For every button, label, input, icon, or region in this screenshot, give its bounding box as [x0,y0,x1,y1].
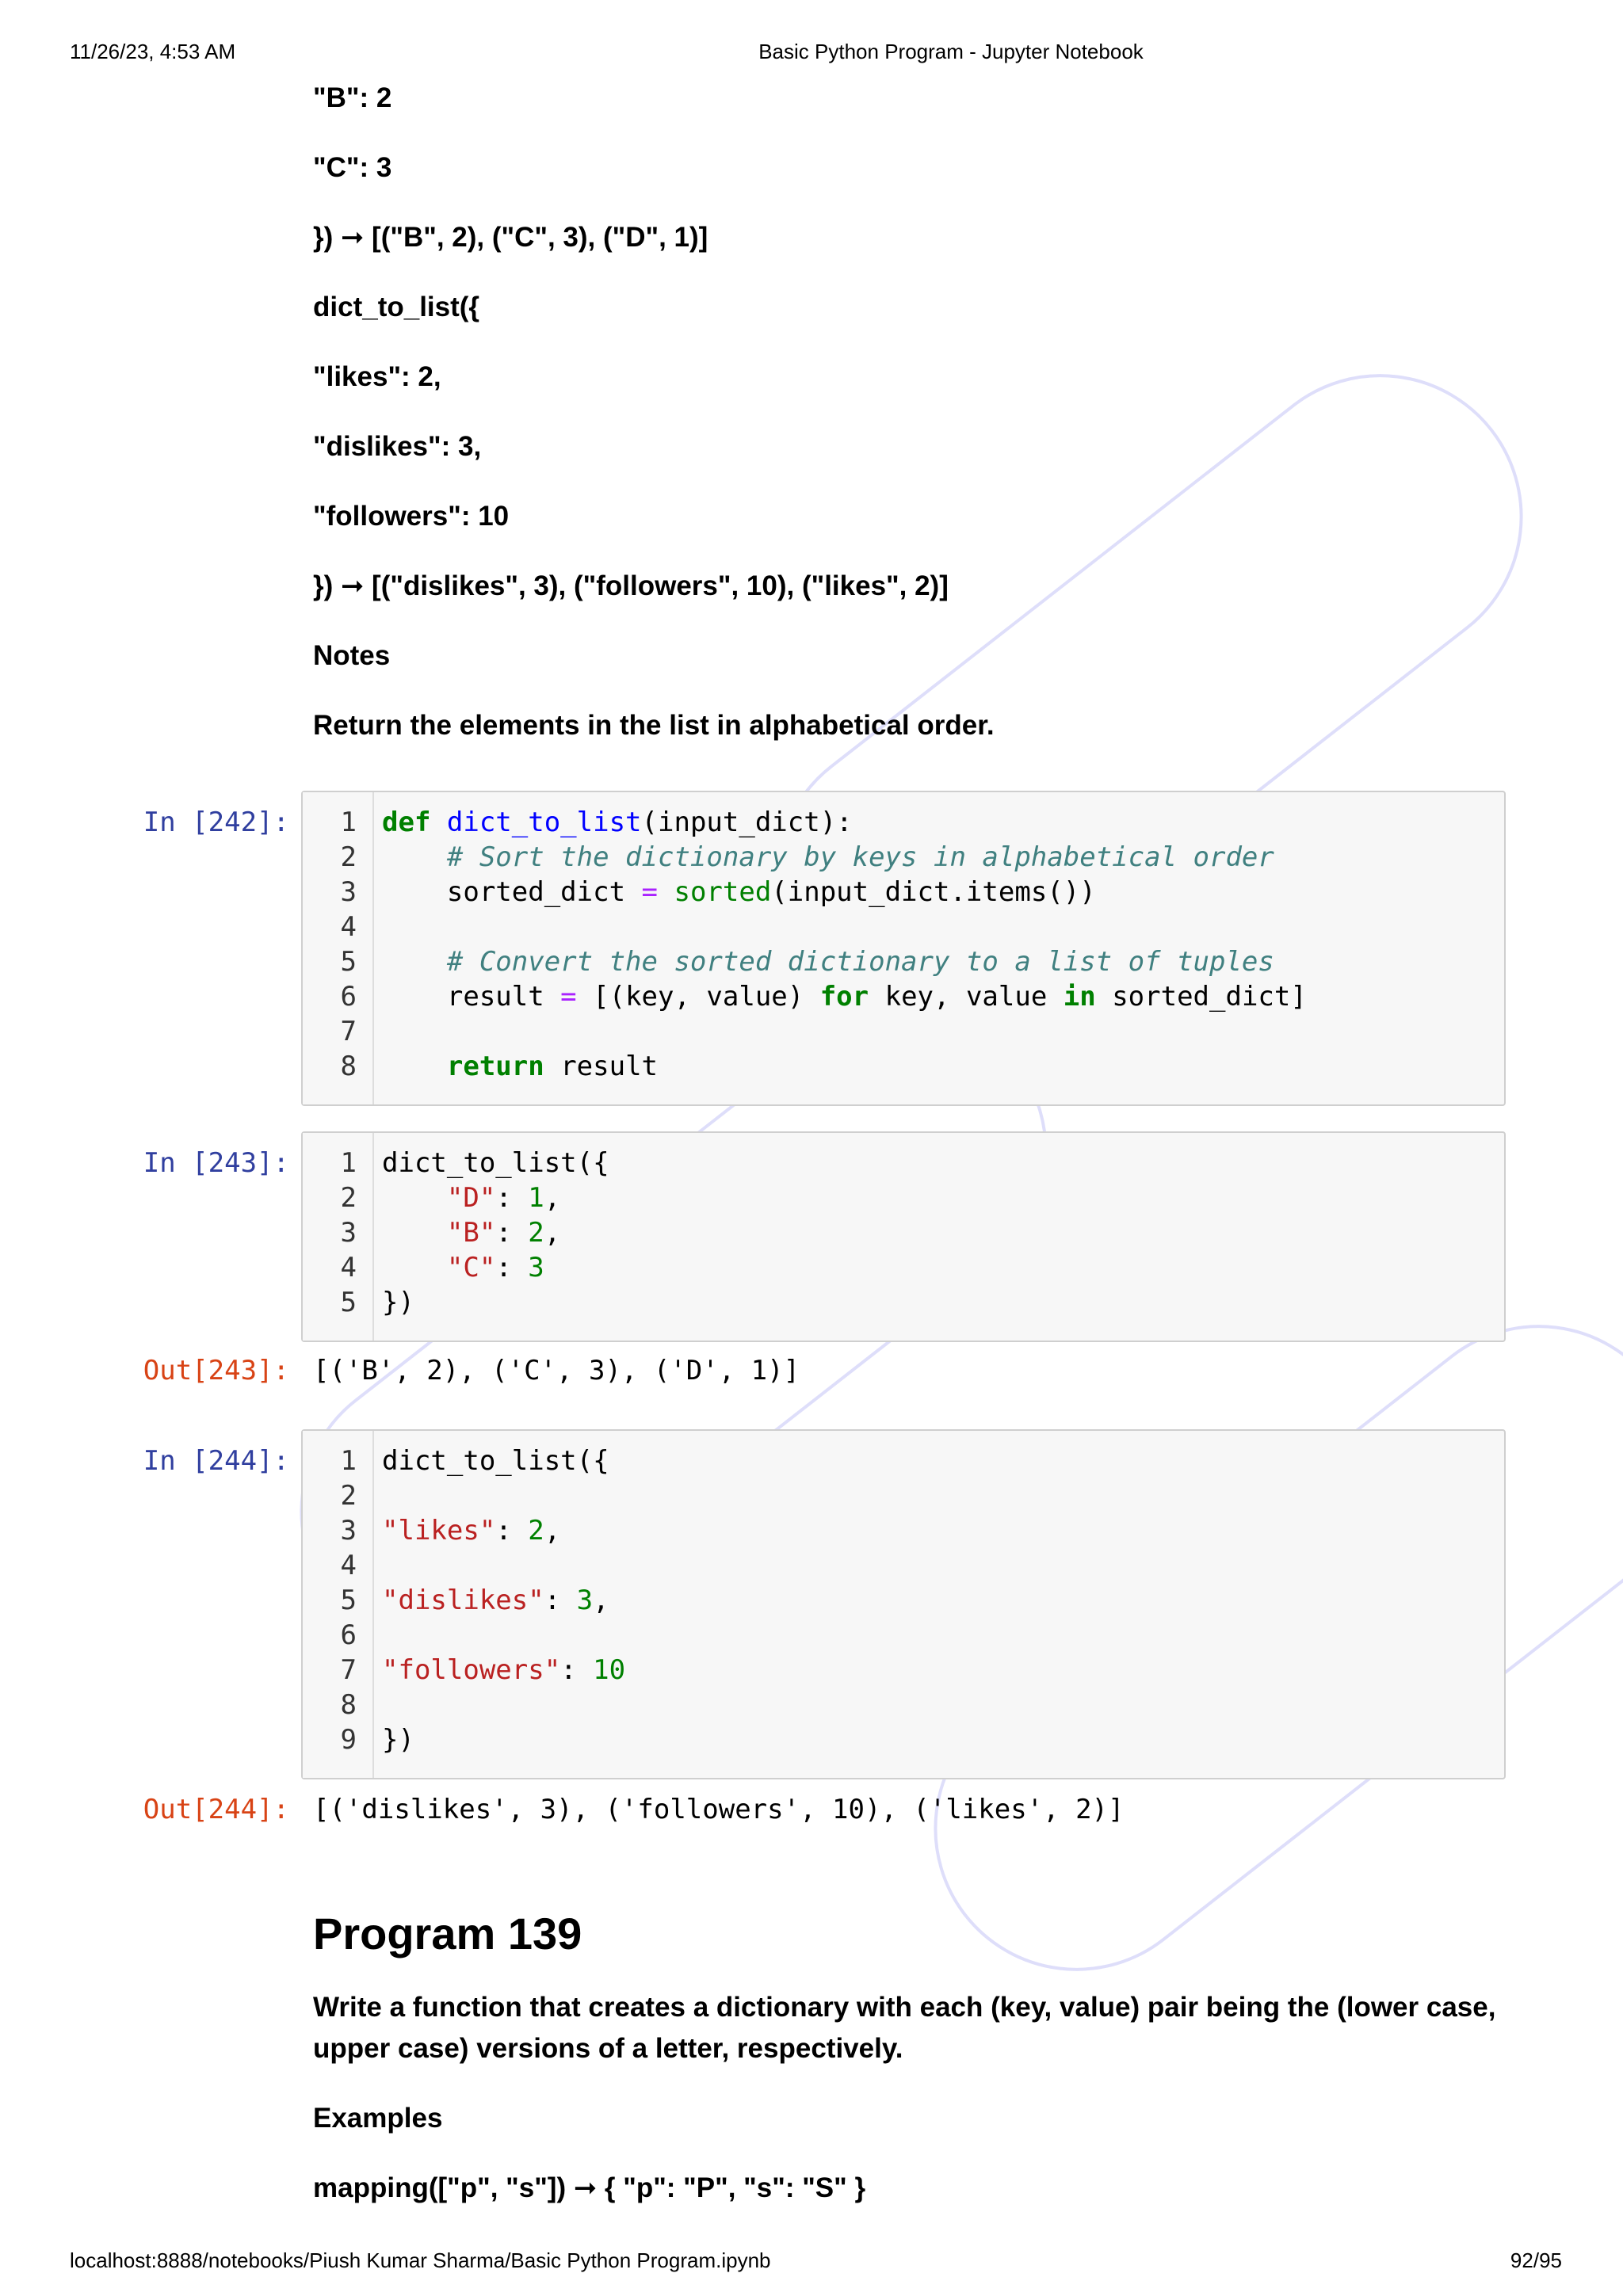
code-line [382,1513,1504,1548]
code-token: 10 [593,1654,626,1686]
example-line: mapping(["p", "s"]) ➞ { "p": "P", "s": "S" } [313,2172,866,2203]
code-token: dict_to_list({ [382,1147,609,1179]
code-token: dict_to_list [430,807,642,838]
code-token: 3 [528,1252,544,1283]
code-cell[interactable] [301,1429,1506,1779]
code-line [382,1014,1504,1049]
code-token: result [382,981,561,1013]
code-editor[interactable] [374,792,1504,1104]
code-line [382,979,1504,1014]
output-prompt: Out[244]: [143,1794,289,1825]
code-line [382,1688,1504,1722]
line-number: 6 [340,981,357,1013]
output-prompt: Out[243]: [143,1355,289,1386]
code-token: 3 [576,1585,594,1616]
code-line [382,840,1504,875]
code-line [382,1548,1504,1583]
markdown-line: "C": 3 [313,152,392,183]
line-number: 9 [340,1724,357,1756]
notes-text: Return the elements in the list in alphabetical order. [313,710,995,741]
code-token: sorted [658,876,772,908]
code-line [382,944,1504,979]
code-line [382,1049,1504,1084]
line-numbers [303,1133,374,1341]
code-token [382,1182,447,1214]
code-line [382,805,1504,840]
code-token [382,1217,447,1249]
line-number: 1 [340,1445,357,1477]
line-numbers [303,792,374,1104]
code-token: , [544,1217,561,1249]
code-token: , [544,1182,561,1214]
code-token: 1 [528,1182,544,1214]
line-number: 3 [340,1217,357,1249]
code-line [382,1250,1504,1285]
line-number: 3 [340,876,357,908]
code-line [382,1180,1504,1215]
line-numbers [303,1431,374,1778]
line-number: 8 [340,1689,357,1721]
code-token: sorted_dict [382,876,642,908]
code-token [382,841,447,873]
code-token: # Convert the sorted dictionary to a list of tuples [446,946,1274,978]
code-token: }) [382,1287,414,1318]
line-number: 6 [340,1619,357,1651]
line-number: 1 [340,1147,357,1179]
code-token: "C" [446,1252,496,1283]
code-line [382,875,1504,910]
line-number: 2 [340,841,357,873]
code-token: dict_to_list({ [382,1445,609,1477]
markdown-line: }) ➞ [("dislikes", 3), ("followers", 10), ("likes", 2)] [313,570,949,601]
code-token [382,1051,447,1082]
line-number: 1 [340,807,357,838]
code-token [382,946,447,978]
code-token: = [641,876,658,908]
input-prompt: In [244]: [143,1445,289,1477]
code-editor[interactable] [374,1431,1504,1778]
code-token: : [495,1217,529,1249]
cell-output: [('dislikes', 3), ('followers', 10), ('likes', 2)] [313,1794,1125,1825]
code-line [382,1146,1504,1180]
line-number: 7 [340,1654,357,1686]
code-token: (input_dict.items()) [771,876,1096,908]
code-token: : [544,1585,577,1616]
print-datetime: 11/26/23, 4:53 AM [70,40,236,63]
code-token: 2 [528,1217,544,1249]
line-number: 5 [340,1585,357,1616]
code-line [382,910,1504,944]
code-token: (input_dict): [641,807,853,838]
code-token: # Sort the dictionary by keys in alphabetical order [446,841,1274,873]
code-line [382,1215,1504,1250]
markdown-line: "followers": 10 [313,501,510,532]
code-line [382,1583,1504,1618]
code-line [382,1444,1504,1478]
code-token: }) [382,1724,414,1756]
code-token: 2 [528,1515,544,1547]
markdown-line: dict_to_list({ [313,292,480,322]
code-line [382,1285,1504,1320]
line-number: 5 [340,946,357,978]
code-token: = [560,981,577,1013]
markdown-line: "B": 2 [313,82,392,113]
code-line [382,1653,1504,1688]
cell-output: [('B', 2), ('C', 3), ('D', 1)] [313,1355,800,1386]
input-prompt: In [242]: [143,807,289,838]
print-title: Basic Python Program - Jupyter Notebook [758,40,1144,63]
code-token: : [495,1182,529,1214]
code-editor[interactable] [374,1133,1504,1341]
program-heading: Program 139 [313,1909,582,1958]
code-token: sorted_dict] [1095,981,1307,1013]
code-token: , [544,1515,561,1547]
page-number: 92/95 [1510,2248,1562,2272]
line-number: 4 [340,1252,357,1283]
line-number: 5 [340,1287,357,1318]
code-token: "D" [446,1182,496,1214]
notes-heading: Notes [313,640,391,671]
line-number: 8 [340,1051,357,1082]
code-token: : [560,1654,594,1686]
code-token: def [382,807,431,838]
line-number: 3 [340,1515,357,1547]
code-line [382,1478,1504,1513]
code-token: "likes" [382,1515,496,1547]
markdown-line: "dislikes": 3, [313,431,482,462]
code-token: key, value [869,981,1064,1013]
print-url: localhost:8888/notebooks/Piush Kumar Sharma/Basic Python Program.ipynb [70,2248,771,2272]
code-token: for [819,981,869,1013]
program-description: Write a function that creates a dictionary with each (key, value) pair being the (lower case, upper case) versions of a letter, respectively. [313,1992,1496,2064]
code-token [382,1252,447,1283]
line-number: 2 [340,1182,357,1214]
examples-heading: Examples [313,2103,443,2134]
code-token: return [446,1051,544,1082]
markdown-line: }) ➞ [("B", 2), ("C", 3), ("D", 1)] [313,222,708,253]
code-cell[interactable] [301,791,1506,1106]
code-token: in [1063,981,1096,1013]
code-line [382,1618,1504,1653]
code-token: "B" [446,1217,496,1249]
line-number: 4 [340,911,357,943]
code-token: : [495,1515,529,1547]
code-line [382,1722,1504,1757]
line-number: 2 [340,1480,357,1512]
code-token: : [495,1252,529,1283]
code-token: [(key, value) [576,981,820,1013]
line-number: 4 [340,1550,357,1581]
markdown-line: "likes": 2, [313,361,441,392]
code-token: "followers" [382,1654,561,1686]
code-token: result [544,1051,659,1082]
code-token: , [593,1585,609,1616]
code-cell[interactable] [301,1131,1506,1342]
code-token: "dislikes" [382,1585,544,1616]
line-number: 7 [340,1016,357,1047]
input-prompt: In [243]: [143,1147,289,1179]
